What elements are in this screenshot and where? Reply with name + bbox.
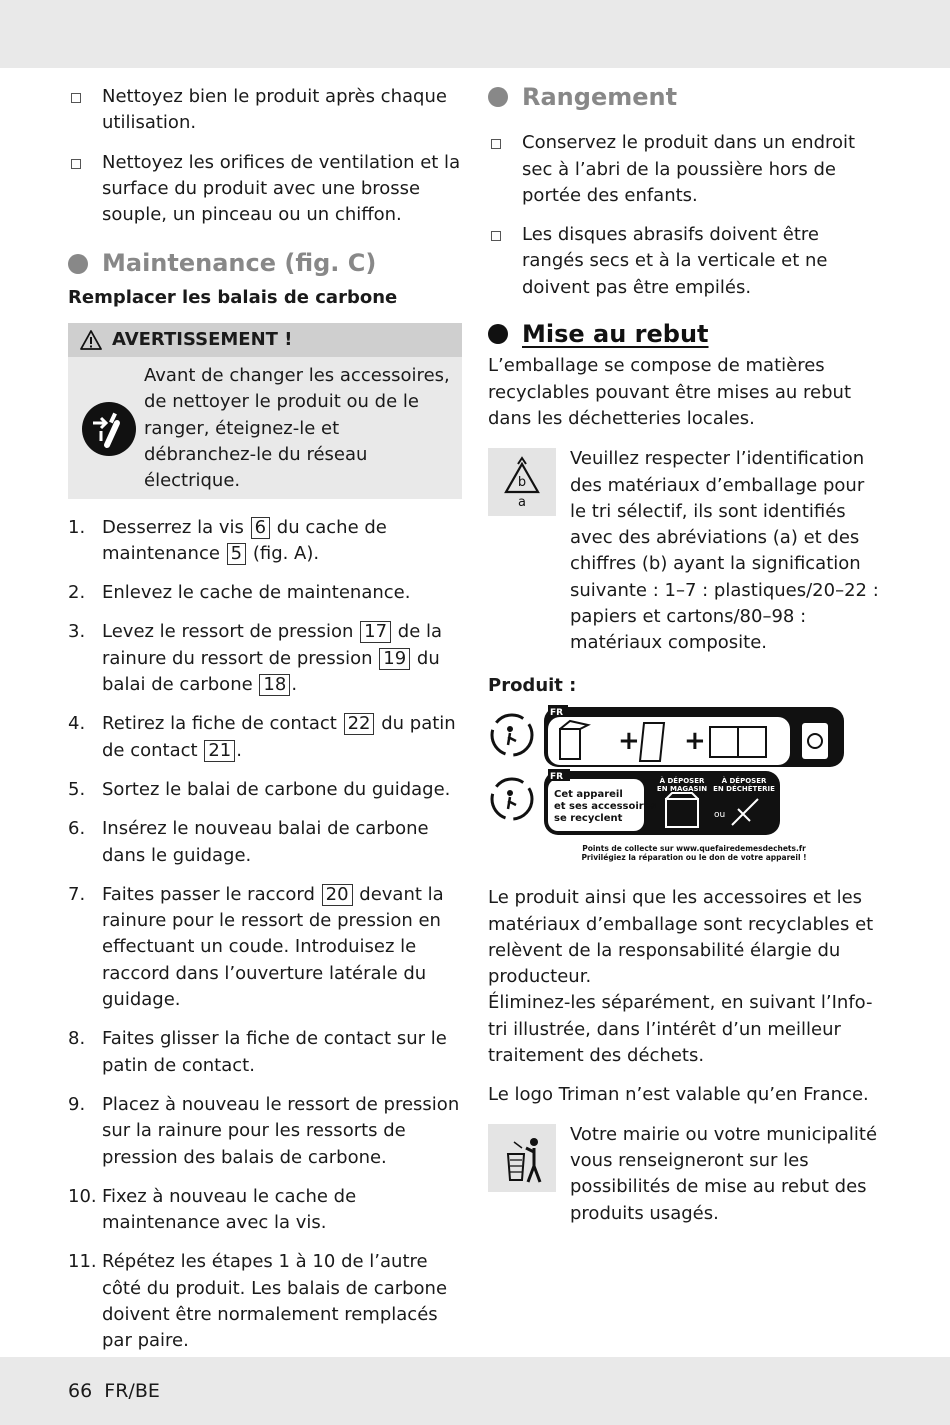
bullet-item: Nettoyez bien le produit après chaque utilisation. — [68, 84, 462, 137]
warning-header: AVERTISSEMENT ! — [68, 323, 462, 357]
triman-logo — [488, 705, 882, 873]
section-heading-rangement: Rangement — [488, 84, 882, 110]
svg-text:FR: FR — [550, 771, 564, 782]
bullet-item: Nettoyez les orifices de ventilation et la surface du produit avec une brosse souple, un pinceau ou un chiffon. — [68, 150, 462, 229]
section-heading-maintenance: Maintenance (fig. C) — [68, 250, 462, 276]
checkbox-square-icon — [71, 93, 81, 103]
step-number: 1. — [68, 516, 86, 538]
warning-text: Avant de changer les accessoires, de nettoyer le produit ou de le ranger, éteignez-le et débranchez-le du réseau électrique. — [144, 365, 450, 492]
part-reference: 17 — [360, 621, 391, 643]
part-reference: 21 — [204, 740, 235, 762]
step-number: 10. — [68, 1185, 97, 1207]
part-reference: 20 — [322, 884, 353, 906]
recycle-info — [488, 446, 882, 656]
bullet-item: Conservez le produit dans un endroit sec à l’abri de la poussière hors de portée des enfants. — [488, 130, 882, 209]
steps-list — [68, 515, 462, 1355]
page-number: 66 FR/BE — [68, 1380, 160, 1402]
header-band — [0, 0, 950, 68]
svg-text:Cet appareil: Cet appareil — [554, 788, 623, 800]
step-item: 6. Insérez le nouveau balai de carbone dans le guidage. — [68, 818, 429, 866]
checkbox-square-icon — [71, 159, 81, 169]
svg-text:Points de collecte sur www.que: Points de collecte sur www.quefairedemesdechets.fr — [582, 843, 806, 853]
step-number: 8. — [68, 1028, 86, 1050]
part-reference: 5 — [227, 543, 246, 565]
bullet-dot-icon — [488, 87, 508, 107]
subheading: Remplacer les balais de carbone — [68, 286, 398, 308]
step-number: 4. — [68, 713, 86, 735]
crossed-bin-person-icon — [488, 1124, 556, 1192]
bullet-dot-icon — [488, 324, 508, 344]
step-number: 6. — [68, 818, 86, 840]
left-column — [68, 84, 462, 1368]
step-number: 9. — [68, 1093, 86, 1115]
checkbox-square-icon — [491, 231, 501, 241]
svg-text:b: b — [517, 475, 527, 491]
step-number: 3. — [68, 621, 86, 643]
svg-text:EN DÉCHÈTERIE: EN DÉCHÈTERIE — [713, 784, 775, 793]
step-number: 5. — [68, 778, 86, 800]
mairie-text: Votre mairie ou votre municipalité vous renseigneront sur les possibilités de mise au rebut des produits usagés. — [570, 1123, 878, 1224]
part-reference: 19 — [379, 648, 410, 670]
step-item: 5. Sortez le balai de carbone du guidage. — [68, 777, 462, 803]
svg-text:FR: FR — [550, 707, 564, 718]
step-item: 9. Placez à nouveau le ressort de pression sur la rainure pour les ressorts de pression des balais de carbone. — [68, 1093, 460, 1168]
svg-text:ou: ou — [714, 809, 726, 820]
paragraph: Le produit ainsi que les accessoires et les matériaux d’emballage sont recyclables et relèvent de la responsabilité élargie du producteur. — [488, 887, 874, 988]
svg-text:se recyclent: se recyclent — [554, 812, 623, 824]
svg-text:À DÉPOSER: À DÉPOSER — [721, 776, 767, 785]
part-reference: 22 — [344, 713, 375, 735]
triman-arrows-icon — [492, 715, 532, 755]
step-item: 1. Desserrez la vis 6 du cache de maintenance 5 (fig. A). — [68, 516, 387, 564]
step-item: 11. Répétez les étapes 1 à 10 de l’autre côté du produit. Les balais de carbone doivent être normalement remplacés par paire. — [68, 1251, 448, 1352]
svg-text:+: + — [684, 725, 706, 756]
step-number: 7. — [68, 883, 86, 905]
paragraph: Éliminez-les séparément, en suivant l’Info-tri illustrée, dans l’intérêt d’un meilleur traitement des déchets. — [488, 992, 873, 1067]
svg-text:EN MAGASIN: EN MAGASIN — [656, 784, 708, 793]
section-heading-rebut: Mise au rebut — [488, 321, 882, 347]
product-label: Produit : — [488, 674, 577, 696]
recycle-bin-icon — [802, 723, 828, 759]
svg-text:a: a — [518, 495, 526, 511]
bullet-dot-icon — [68, 254, 88, 274]
step-item: 2. Enlevez le cache de maintenance. — [68, 580, 462, 606]
packaging-text: L’emballage se compose de matières recyclables pouvant être mises au rebut dans les déchetteries locales. — [488, 355, 852, 429]
svg-text:et ses accessoires: et ses accessoires — [554, 800, 657, 812]
step-item: 4. Retirez la fiche de contact 22 du patin de contact 21 . — [68, 713, 456, 761]
triman-arrows-icon — [492, 779, 532, 819]
right-column — [488, 84, 882, 1227]
part-reference: 6 — [251, 517, 270, 539]
svg-text:Privilégiez la réparation ou l: Privilégiez la réparation ou le don de votre appareil ! — [581, 852, 807, 862]
step-item: 10. Fixez à nouveau le cache de maintenance avec la vis. — [68, 1185, 357, 1234]
warning-triangle-icon — [80, 330, 102, 350]
step-item: 3. Levez le ressort de pression 17 de la rainure du ressort de pression 19 du balai de carbone 18 . — [68, 621, 443, 696]
bullet-item: Les disques abrasifs doivent être rangés secs et à la verticale et ne doivent pas être empilés. — [488, 222, 882, 301]
checkbox-square-icon — [491, 139, 501, 149]
step-number: 2. — [68, 582, 86, 604]
svg-text:À DÉPOSER: À DÉPOSER — [659, 776, 705, 785]
step-item: 8. Faites glisser la fiche de contact sur le patin de contact. — [68, 1028, 447, 1076]
recycle-code-icon — [488, 448, 556, 516]
part-reference: 18 — [259, 674, 290, 696]
recycle-text: Veuillez respecter l’identification des matériaux d’emballage pour le tri sélectif, ils sont identifiés avec des abréviations (a) et des chiffres (b) ayant la signification suivante : 1–7 : plastiques/20–22 : papiers et cartons/80–98 : matériaux composite. — [570, 448, 879, 654]
svg-text:+: + — [618, 725, 640, 756]
step-item: 7. Faites passer le raccord 20 devant la rainure pour le ressort de pression en effectuant un coude. Introduisez le raccord dans l’ouverture latérale du guidage. — [68, 883, 444, 1011]
unplug-icon — [81, 401, 137, 457]
paragraph: Le logo Triman n’est valable qu’en France. — [488, 1084, 869, 1106]
warning-box — [68, 323, 462, 498]
step-number: 11. — [68, 1251, 97, 1273]
mairie-info — [488, 1122, 882, 1227]
